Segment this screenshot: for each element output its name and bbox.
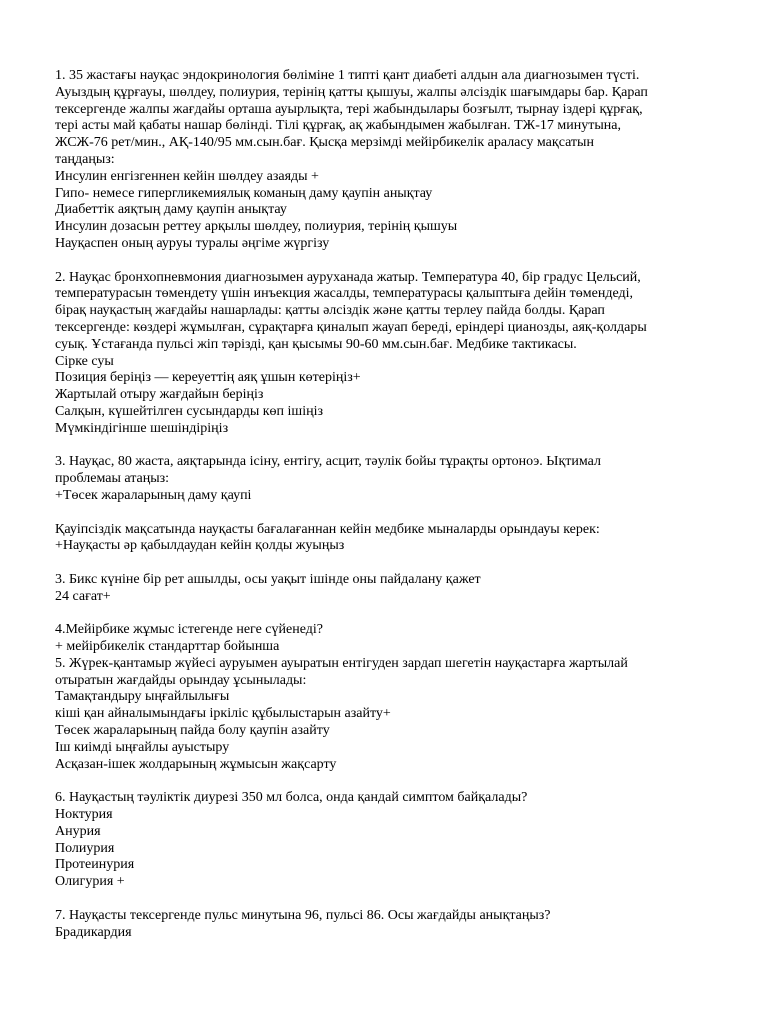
question-text: 6. Науқастың тәуліктік диурезі 350 мл болса, онда қандай симптом байқалады? xyxy=(55,790,528,806)
question-text: Қауіпсіздік мақсатында науқасты бағалағаннан кейін медбике мыналарды орындауы керек: xyxy=(55,521,600,537)
answer-option: Анурия xyxy=(55,823,101,839)
document-page xyxy=(55,68,725,941)
question-text: 4.Мейірбике жұмыс істегенде неге сүйенеді? xyxy=(55,622,323,638)
answer-option: Төсек жараларының пайда болу қаупін азайту xyxy=(55,723,330,739)
question-text: 3. Бикс күніне бір рет ашылды, осы уақыт ішінде оны пайдалану қажет xyxy=(55,571,481,587)
answer-option: Инсулин дозасын реттеу арқылы шөлдеу, полиурия, терінің қышуы xyxy=(55,219,458,235)
question-text: 3. Науқас, 80 жаста, аяқтарында ісіну, ентігу, асцит, тәулік бойы тұрақты ортоноэ. Ықтимал xyxy=(55,454,601,470)
answer-option: Науқаспен оның ауруы туралы әңгіме жүргізу xyxy=(55,235,330,251)
question-2 xyxy=(55,270,725,438)
answer-option: кіші қан айналымындағы іркіліс құбылыстарын азайту+ xyxy=(55,706,391,722)
answer-option: Тамақтандыру ыңғайлылығы xyxy=(55,689,230,705)
question-text: бірақ науқастың жағдайы нашарлады: қатты әлсіздік және қатты терлеу пайда болды. Қарап xyxy=(55,303,605,319)
question-text: тексергенде жалпы жағдайы орташа ауырлықта, тері жабындылары бозғылт, тырнау іздері құрғақ, xyxy=(55,101,643,117)
question-text: Ауыздың құрғауы, шөлдеу, полиурия, терінің қатты қышуы, жалпы әлсіздік шағымдары бар. Қарап xyxy=(55,84,648,100)
answer-option: Жартылай отыру жағдайын беріңіз xyxy=(55,387,264,403)
question-text: 7. Науқасты тексергенде пульс минутына 96, пульсі 86. Осы жағдайды анықтаңыз? xyxy=(55,907,551,923)
answer-option: Инсулин енгізгеннен кейін шөлдеу азаяды + xyxy=(55,168,319,184)
answer-option: Олигурия + xyxy=(55,874,125,890)
answer-option: Протеинурия xyxy=(55,857,135,873)
answer-option: 24 сағат+ xyxy=(55,588,111,604)
question-text: 2. Науқас бронхопневмония диагнозымен ауруханада жатыр. Температура 40, бір градус Цельсий, xyxy=(55,269,641,285)
question-3 xyxy=(55,454,725,504)
question-text: тексергенде: көздері жұмылған, сұрақтарға қиналып жауап береді, еріндері цианозды, аяқ-қолдары xyxy=(55,319,647,335)
answer-option: + мейірбикелік стандарттар бойынша xyxy=(55,639,280,655)
question-text: отыратын жағдайды орындау ұсынылады: xyxy=(55,672,307,688)
answer-option: Диабеттік аяқтың даму қаупін анықтау xyxy=(55,202,287,218)
question-4-5 xyxy=(55,622,725,773)
question-text: суық. Ұстағанда пульсі жіп тәрізді, қан қысымы 90-60 мм.сын.бағ. Медбике тактикасы. xyxy=(55,336,577,352)
question-safety xyxy=(55,522,725,556)
answer-option: Ноктурия xyxy=(55,807,113,823)
question-7 xyxy=(55,908,725,942)
answer-option: Гипо- немесе гипергликемиялық команың даму қаупін анықтау xyxy=(55,185,433,201)
answer-option: Асқазан-ішек жолдарының жұмысын жақсарту xyxy=(55,756,337,772)
answer-option: +Науқасты әр қабылдаудан кейін қолды жуыңыз xyxy=(55,538,345,554)
question-text: 5. Жүрек-қантамыр жүйесі ауруымен ауыратын ентігуден зардап шегетін науқастарға жартылай xyxy=(55,655,628,671)
answer-option: Позиция беріңіз — кереуеттің аяқ ұшын көтеріңіз+ xyxy=(55,370,361,386)
question-text: 1. 35 жастағы науқас эндокринология бөліміне 1 типті қант диабеті алдын ала диагнозымен түсті. xyxy=(55,68,640,83)
answer-option: Салқын, күшейтілген сусындарды көп ішіңіз xyxy=(55,403,323,419)
question-6 xyxy=(55,790,725,891)
question-text: температурасын төмендету үшін инъекция жасалды, температурасы қалыптыға дейін төмендеді, xyxy=(55,286,633,302)
question-bix xyxy=(55,572,725,606)
answer-option: Іш киімді ыңғайлы ауыстыру xyxy=(55,739,230,755)
question-text: проблемаы атаңыз: xyxy=(55,471,170,487)
answer-option: Мүмкіндігінше шешіндіріңіз xyxy=(55,420,229,436)
question-text: таңдаңыз: xyxy=(55,151,115,167)
answer-option: Брадикардия xyxy=(55,924,132,940)
answer-option: +Төсек жараларының даму қаупі xyxy=(55,487,252,503)
answer-option: Сірке суы xyxy=(55,353,114,369)
question-1 xyxy=(55,68,725,253)
answer-option: Полиурия xyxy=(55,840,115,856)
question-text: ЖСЖ-76 рет/мин., АҚ-140/95 мм.сын.бағ. Қысқа мерзімді мейірбикелік араласу мақсатын xyxy=(55,135,594,151)
question-text: тері асты май қабаты нашар бөлінді. Тілі құрғақ, ақ жабындымен жабылған. ТЖ-17 минутына, xyxy=(55,118,621,134)
